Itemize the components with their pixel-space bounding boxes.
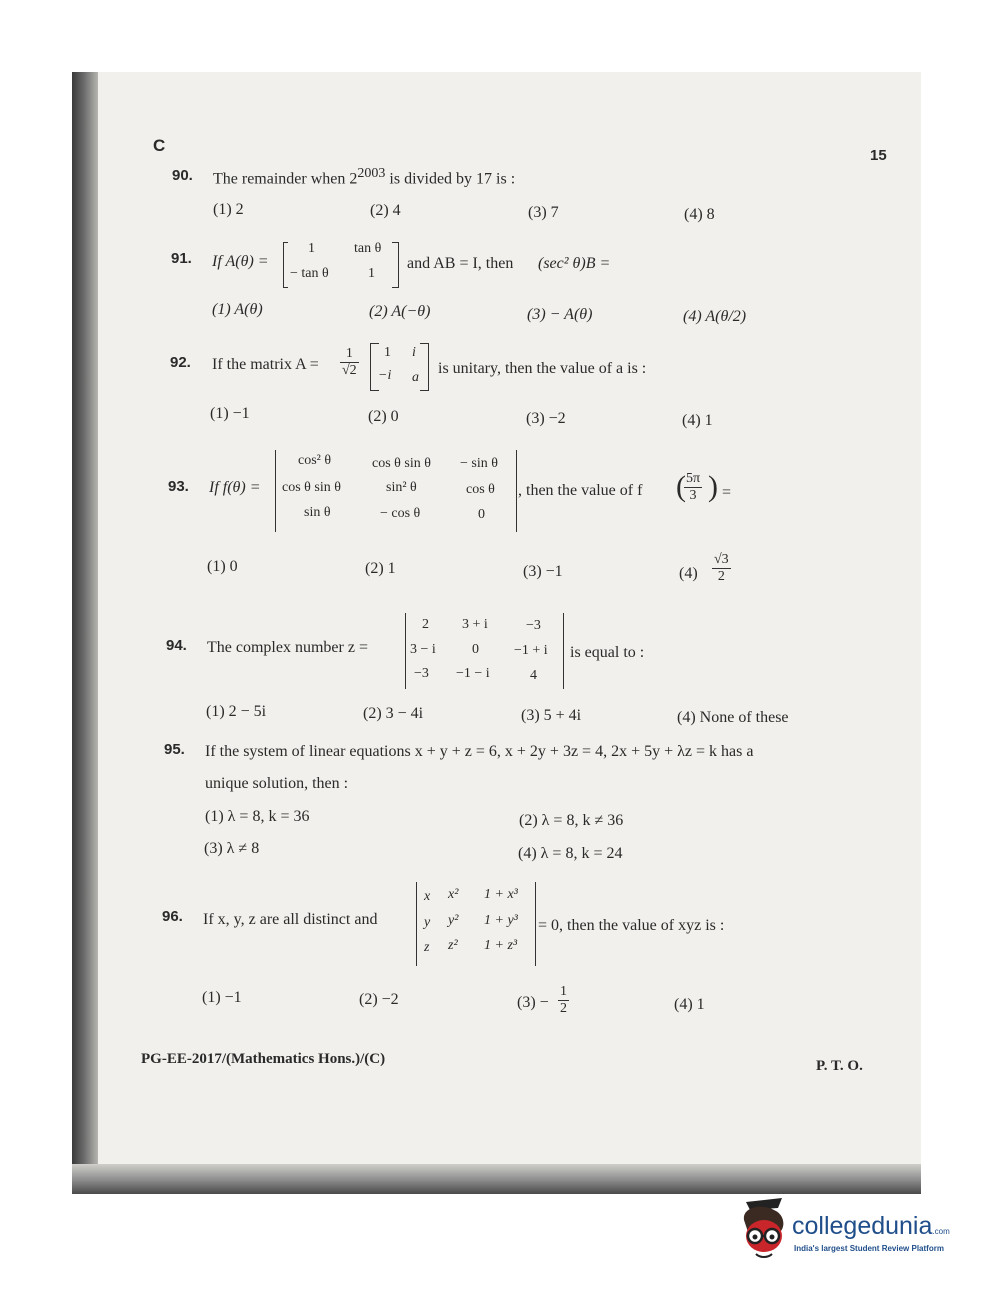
question-number: 94. (166, 637, 187, 654)
question-text: unique solution, then : (205, 775, 349, 792)
option-4: (4) 8 (684, 206, 715, 223)
option-4: (4) λ = 8, k = 24 (518, 845, 623, 862)
det-cell: 1 + y³ (484, 913, 518, 928)
det-cell: cos θ sin θ (372, 456, 431, 471)
option-1: (1) −1 (210, 405, 250, 422)
option-3-fraction (558, 984, 569, 1017)
det-cell: sin θ (304, 505, 331, 520)
option-4: (4) 1 (674, 996, 705, 1013)
paren-right: ) (708, 470, 718, 503)
det-cell: cos² θ (298, 453, 332, 468)
option-3: (3) 7 (528, 204, 559, 221)
det-cell: − sin θ (460, 456, 498, 471)
option-1: (1) 2 (213, 201, 244, 218)
det-cell: cos θ (466, 482, 495, 497)
matrix-cell: − tan θ (290, 266, 329, 281)
collegedunia-logo[interactable] (734, 1196, 964, 1266)
matrix-cell: i (412, 345, 416, 360)
option-4-fraction (712, 552, 731, 585)
option-1: (1) 2 − 5i (206, 703, 267, 720)
equals-sign: = (722, 484, 732, 501)
logo-tagline: India's largest Student Review Platform (794, 1244, 944, 1253)
det-cell: −3 (526, 618, 541, 633)
det-cell: z² (448, 938, 458, 953)
option-4: (4) (679, 565, 698, 582)
question-text: , then the value of f (518, 482, 643, 499)
question-number: 96. (162, 908, 183, 925)
mascot-icon (734, 1196, 792, 1266)
det-cell: 0 (478, 507, 485, 522)
option-2: (2) −2 (359, 991, 399, 1008)
option-4: (4) None of these (677, 709, 789, 726)
det-cell: −1 − i (456, 666, 490, 681)
question-lhs: If f(θ) = (209, 479, 261, 496)
exponent: 2003 (357, 166, 386, 181)
determinant-bars (416, 882, 536, 966)
text-part: 2 (349, 170, 358, 188)
option-1: (1) −1 (202, 989, 242, 1006)
det-cell: sin² θ (386, 480, 417, 495)
question-text: is equal to : (570, 644, 645, 661)
option-2: (2) 1 (365, 560, 396, 577)
question-lhs: If the matrix A = (212, 356, 319, 373)
option-1: (1) λ = 8, k = 36 (205, 808, 310, 825)
option-3: (3) − (517, 994, 549, 1011)
page-shadow-bottom (72, 1164, 921, 1194)
pto-label: P. T. O. (816, 1058, 863, 1074)
fraction-numerator: 5π (686, 471, 701, 486)
fraction-denominator: 3 (689, 488, 697, 503)
fraction-denominator: 2 (717, 569, 725, 584)
fraction-numerator: 1 (340, 346, 359, 363)
det-cell: 4 (530, 668, 537, 683)
option-4: (4) 1 (682, 412, 713, 429)
det-cell: y² (448, 913, 459, 928)
option-3: (3) −2 (526, 410, 566, 427)
det-cell: 1 + z³ (484, 938, 518, 953)
fraction-denominator: 2 (560, 1001, 567, 1016)
det-cell: 2 (422, 617, 429, 632)
det-cell: 0 (472, 642, 479, 657)
option-1: (1) 0 (207, 558, 238, 575)
option-4: (4) A(θ/2) (683, 308, 747, 325)
det-cell: z (424, 940, 430, 955)
question-text: is unitary, then the value of a is : (438, 360, 647, 377)
option-2: (2) λ = 8, k ≠ 36 (519, 812, 624, 829)
option-2: (2) 0 (368, 408, 399, 425)
option-1: (1) A(θ) (212, 301, 263, 318)
question-text: (sec² θ)B = (538, 255, 611, 272)
option-3: (3) − A(θ) (527, 306, 593, 323)
matrix-cell: a (412, 370, 419, 385)
text-part: is divided by 17 is : (385, 170, 516, 188)
det-cell: y (424, 915, 431, 930)
det-cell: −3 (414, 666, 429, 681)
question-number: 93. (168, 478, 189, 495)
det-cell: − cos θ (380, 506, 421, 521)
question-lhs: The complex number z = (207, 639, 368, 656)
page-number: 15 (870, 147, 887, 164)
section-label: C (153, 136, 166, 155)
det-cell: 3 + i (462, 617, 488, 632)
logo-wordmark (792, 1212, 950, 1241)
matrix-cell: 1 (368, 266, 375, 281)
matrix-cell: 1 (384, 345, 391, 360)
question-number: 90. (172, 167, 193, 184)
option-3: (3) 5 + 4i (521, 707, 582, 724)
fraction-numerator: 1 (560, 984, 567, 999)
question-number: 91. (171, 250, 192, 267)
question-lhs: If x, y, z are all distinct and (203, 911, 378, 928)
det-cell: cos θ sin θ (282, 480, 341, 495)
exam-code: PG-EE-2017/(Mathematics Hons.)/(C) (141, 1051, 386, 1067)
text-part: The remainder when (213, 170, 350, 188)
question-text: = 0, then the value of xyz is : (538, 917, 725, 934)
option-2: (2) A(−θ) (369, 303, 431, 320)
det-cell: 3 − i (410, 642, 436, 657)
option-2: (2) 3 − 4i (363, 705, 424, 722)
matrix-cell: tan θ (354, 241, 382, 256)
matrix-cell: −i (378, 368, 392, 383)
option-3: (3) λ ≠ 8 (204, 840, 260, 857)
det-cell: x (424, 889, 431, 904)
argument-fraction (684, 471, 702, 504)
page-shadow-left (72, 72, 98, 1194)
paren-left: ( (676, 470, 686, 503)
matrix-cell: 1 (308, 241, 315, 256)
det-cell: −1 + i (514, 643, 548, 658)
question-text (213, 166, 515, 188)
scalar-fraction (340, 346, 359, 379)
question-number: 95. (164, 741, 185, 758)
question-text: and AB = I, then (407, 255, 514, 272)
logo-name: collegedunia (792, 1212, 933, 1240)
question-lhs: If A(θ) = (212, 253, 269, 270)
fraction-denominator: √2 (342, 363, 357, 378)
det-cell: 1 + x³ (484, 887, 518, 902)
right-bracket (420, 343, 429, 391)
option-2: (2) 4 (370, 202, 401, 219)
scanned-page (72, 72, 921, 1194)
logo-tld: .com (932, 1227, 950, 1236)
option-3: (3) −1 (523, 563, 563, 580)
question-number: 92. (170, 354, 191, 371)
fraction-numerator: √3 (714, 552, 729, 567)
question-text: If the system of linear equations x + y + z = 6, x + 2y + 3z = 4, 2x + 5y + λz = k has a (205, 743, 754, 760)
det-cell: x² (448, 887, 459, 902)
